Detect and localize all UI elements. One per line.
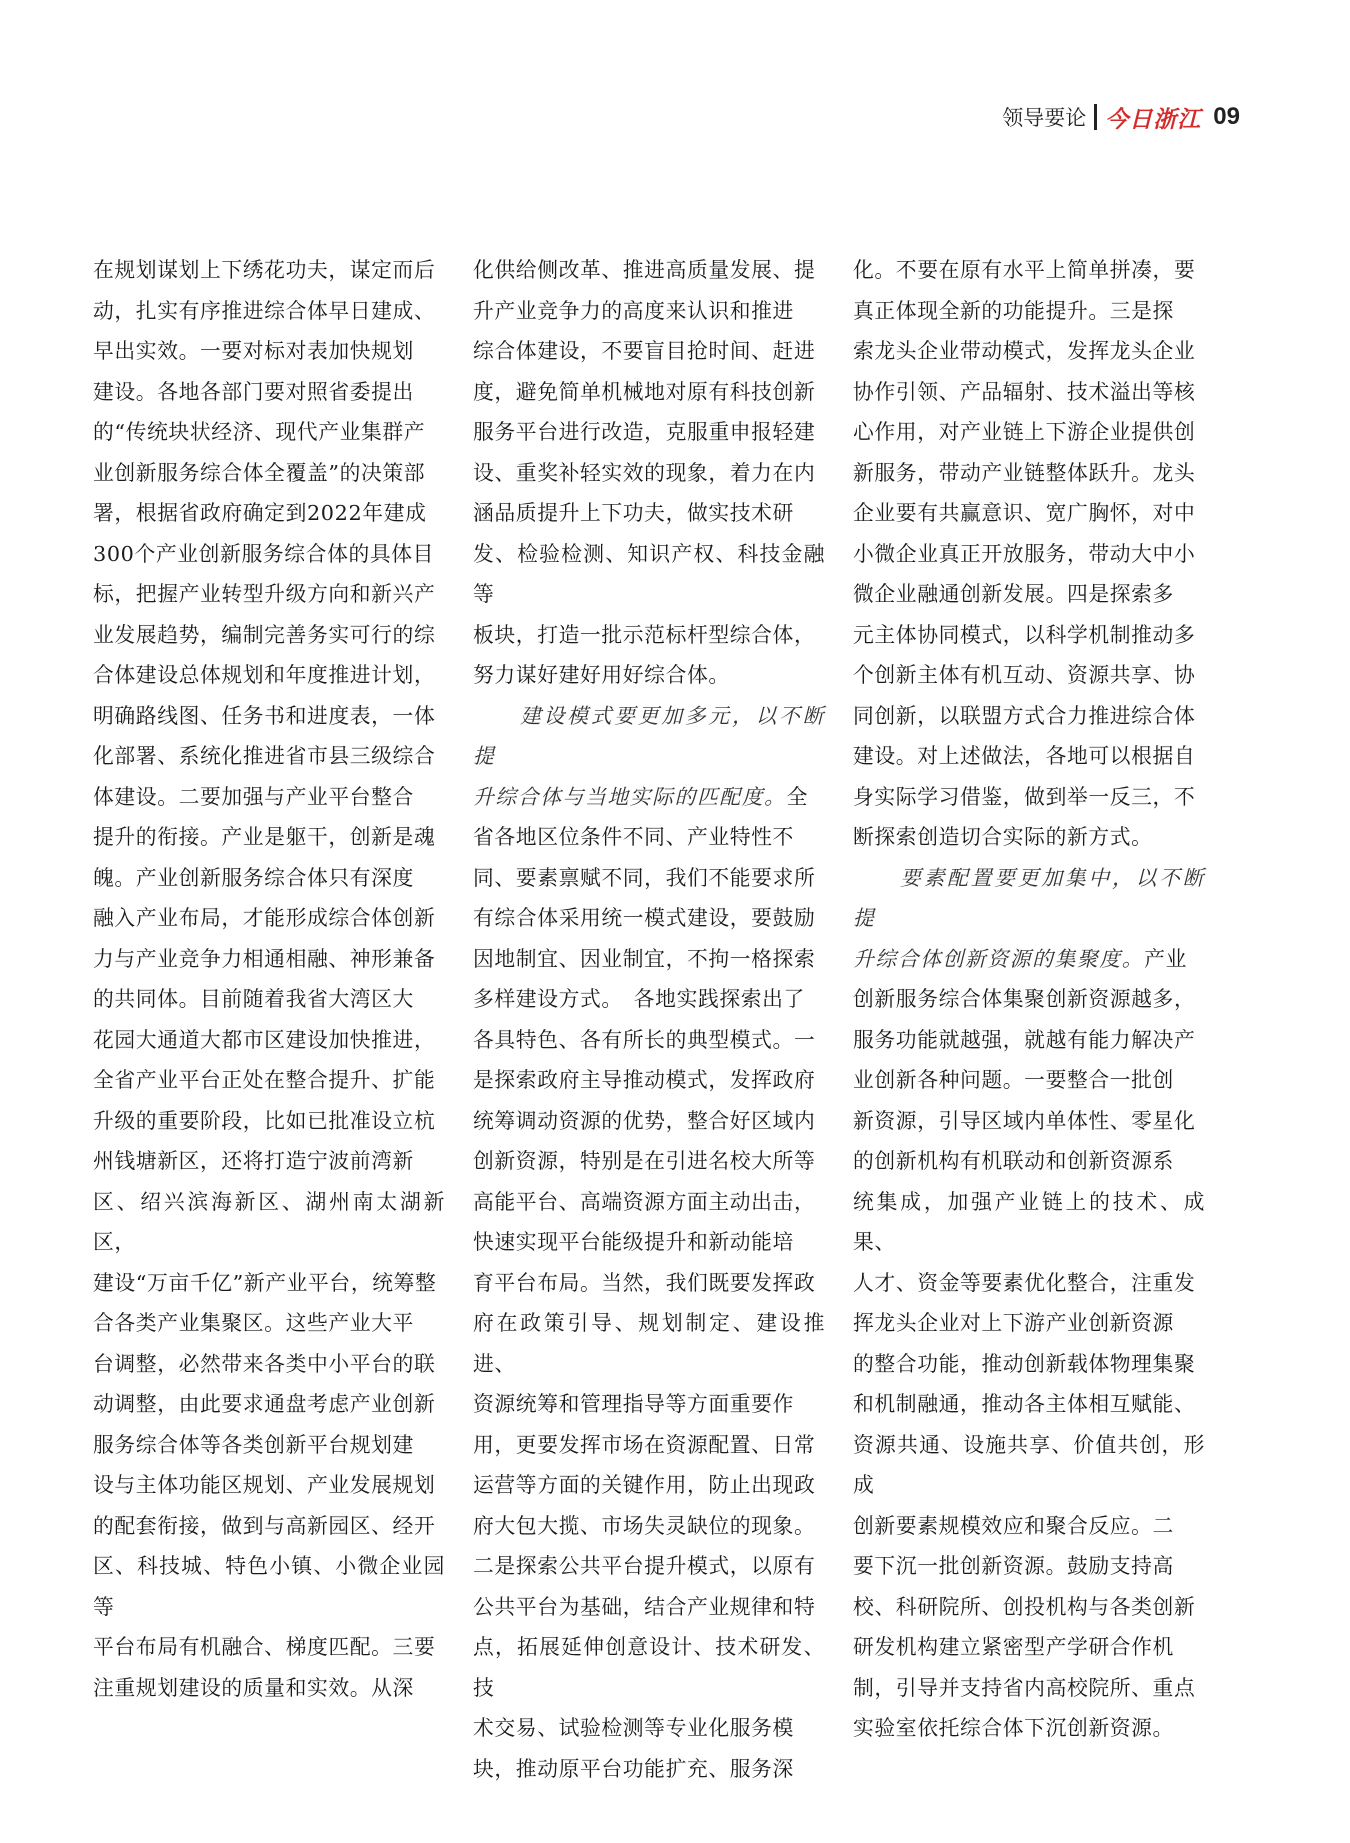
- header-divider: [1094, 104, 1097, 130]
- paragraph: [473, 696, 825, 1790]
- paragraph-text: 在规划谋划上下绣花功夫，谋定而后 动，扎实有序推进综合体早日建成、 早出实效。一要对标对表加快规划 建设。各地各部门要对照省委提出 的“传统块状经济、现代产业集群产 业创新服务综合体全覆盖”的决策部 署，根据省政府确定到2022年建成 300个产业创新服务综合体的具体目 标，把握产业转型升级方向和新兴产 业发展趋势，编制完善务实可行的综 合体建设总体规划和年度推进计划， 明确路线图、任务书和进度表，一体 化部署、系统化推进省市县三级综合 体建设。二要加强与产业平台整合 提升的衔接。产业是躯干，创新是魂 魄。产业创新服务综合体只有深度 融入产业布局，才能形成综合体创新 力与产业竞争力相通相融、神形兼备 的共同体。目前随着我省大湾区大 花园大通道大都市区建设加快推进， 全省产业平台正处在整合提升、扩能 升级的重要阶段，比如已批准设立杭 州钱塘新区，还将打造宁波前湾新 区、绍兴滨海新区、湖州南太湖新区， 建设“万亩千亿”新产业平台，统筹整 合各类产业集聚区。这些产业大平 台调整，必然带来各类中小平台的联 动调整，由此要求通盘考虑产业创新 服务综合体等各类创新平台规划建 设与主体功能区规划、产业发展规划 的配套衔接，做到与高新园区、经开 区、科技城、特色小镇、小微企业园等 平台布局有机融合、梯度匹配。三要 注重规划建设的质量和实效。从深: [93, 258, 445, 1700]
- paragraph: [93, 250, 445, 1708]
- paragraph-text: 全 省各地区位条件不同、产业特性不 同、要素禀赋不同，我们不能要求所 有综合体采用统一模式建设，要鼓励 因地制宜、因业制宜，不拘一格探索 多样建设方式。 各地实践探索出了 各具特色、各有所长的典型模式。一 是探索政府主导推动模式，发挥政府 统筹调动资源的优势，整合好区域内 创新资源，特别是在引进名校大所等 高能平台、高端资源方面主动出击， 快速实现平台能级提升和新动能培 育平台布局。当然，我们既要发挥政 府在政策引导、规划制定、建设推进、 资源统筹和管理指导等方面重要作 用，更要发挥市场在资源配置、日常 运营等方面的关键作用，防止出现政 府大包大揽、市场失灵缺位的现象。 二是探索公共平台提升模式，以原有 公共平台为基础，结合产业规律和特 点，拓展延伸创意设计、技术研发、技 术交易、试验检测等专业化服务模 块，推动原平台功能扩充、服务深: [473, 784, 825, 1781]
- page-number: 09: [1213, 103, 1240, 130]
- paragraph-text: 化。不要在原有水平上简单拼凑，要 真正体现全新的功能提升。三是探 索龙头企业带动模式，发挥龙头企业 协作引领、产品辐射、技术溢出等核 心作用，对产业链上下游企业提供创 新服务，带动产业链整体跃升。龙头 企业要有共赢意识、宽广胸怀，对中 小微企业真正开放服务，带动大中小 微企业融通创新发展。四是探索多 元主体协同模式，以科学机制推动多 个创新主体有机互动、资源共享、协 同创新，以联盟方式合力推进综合体 建设。对上述做法，各地可以根据自 身实际学习借鉴，做到举一反三，不 断探索创造切合实际的新方式。: [853, 258, 1196, 849]
- paragraph: [853, 858, 1205, 1749]
- text-column-3: [853, 250, 1205, 1749]
- text-column-1: [93, 250, 445, 1708]
- paragraph-lead: 建设模式要更加多元，以不断提 升综合体与当地实际的匹配度。: [473, 703, 825, 809]
- page-header: [1002, 102, 1240, 132]
- magazine-logo: 今日浙江: [1105, 105, 1202, 133]
- paragraph-text: 化供给侧改革、推进高质量发展、提 升产业竞争力的高度来认识和推进 综合体建设，不要盲目抢时间、赶进 度，避免简单机械地对原有科技创新 服务平台进行改造，克服重申报轻建 设、重奖补轻实效的现象，着力在内 涵品质提升上下功夫，做实技术研 发、检验检测、知识产权、科技金融等 板块，打造一批示范标杆型综合体， 努力谋好建好用好综合体。: [473, 258, 825, 687]
- paragraph-lead: 要素配置要更加集中，以不断提 升综合体创新资源的集聚度。: [853, 865, 1205, 971]
- text-column-2: [473, 250, 825, 1789]
- paragraph-text: 产业 创新服务综合体集聚创新资源越多， 服务功能就越强，就越有能力解决产 业创新各种问题。一要整合一批创 新资源，引导区域内单体性、零星化 的创新机构有机联动和创新资源系 统集成，加强产业链上的技术、成果、 人才、资金等要素优化整合，注重发 挥龙头企业对上下游产业创新资源 的整合功能，推动创新载体物理集聚 和机制融通，推动各主体相互赋能、 资源共通、设施共享、价值共创，形成 创新要素规模效应和聚合反应。二 要下沉一批创新资源。鼓励支持高 校、科研院所、创投机构与各类创新 研发机构建立紧密型产学研合作机 制，引导并支持省内高校院所、重点 实验室依托综合体下沉创新资源。: [853, 946, 1205, 1740]
- section-title: 领导要论: [1002, 106, 1087, 130]
- paragraph: [473, 250, 825, 696]
- paragraph: [853, 250, 1205, 858]
